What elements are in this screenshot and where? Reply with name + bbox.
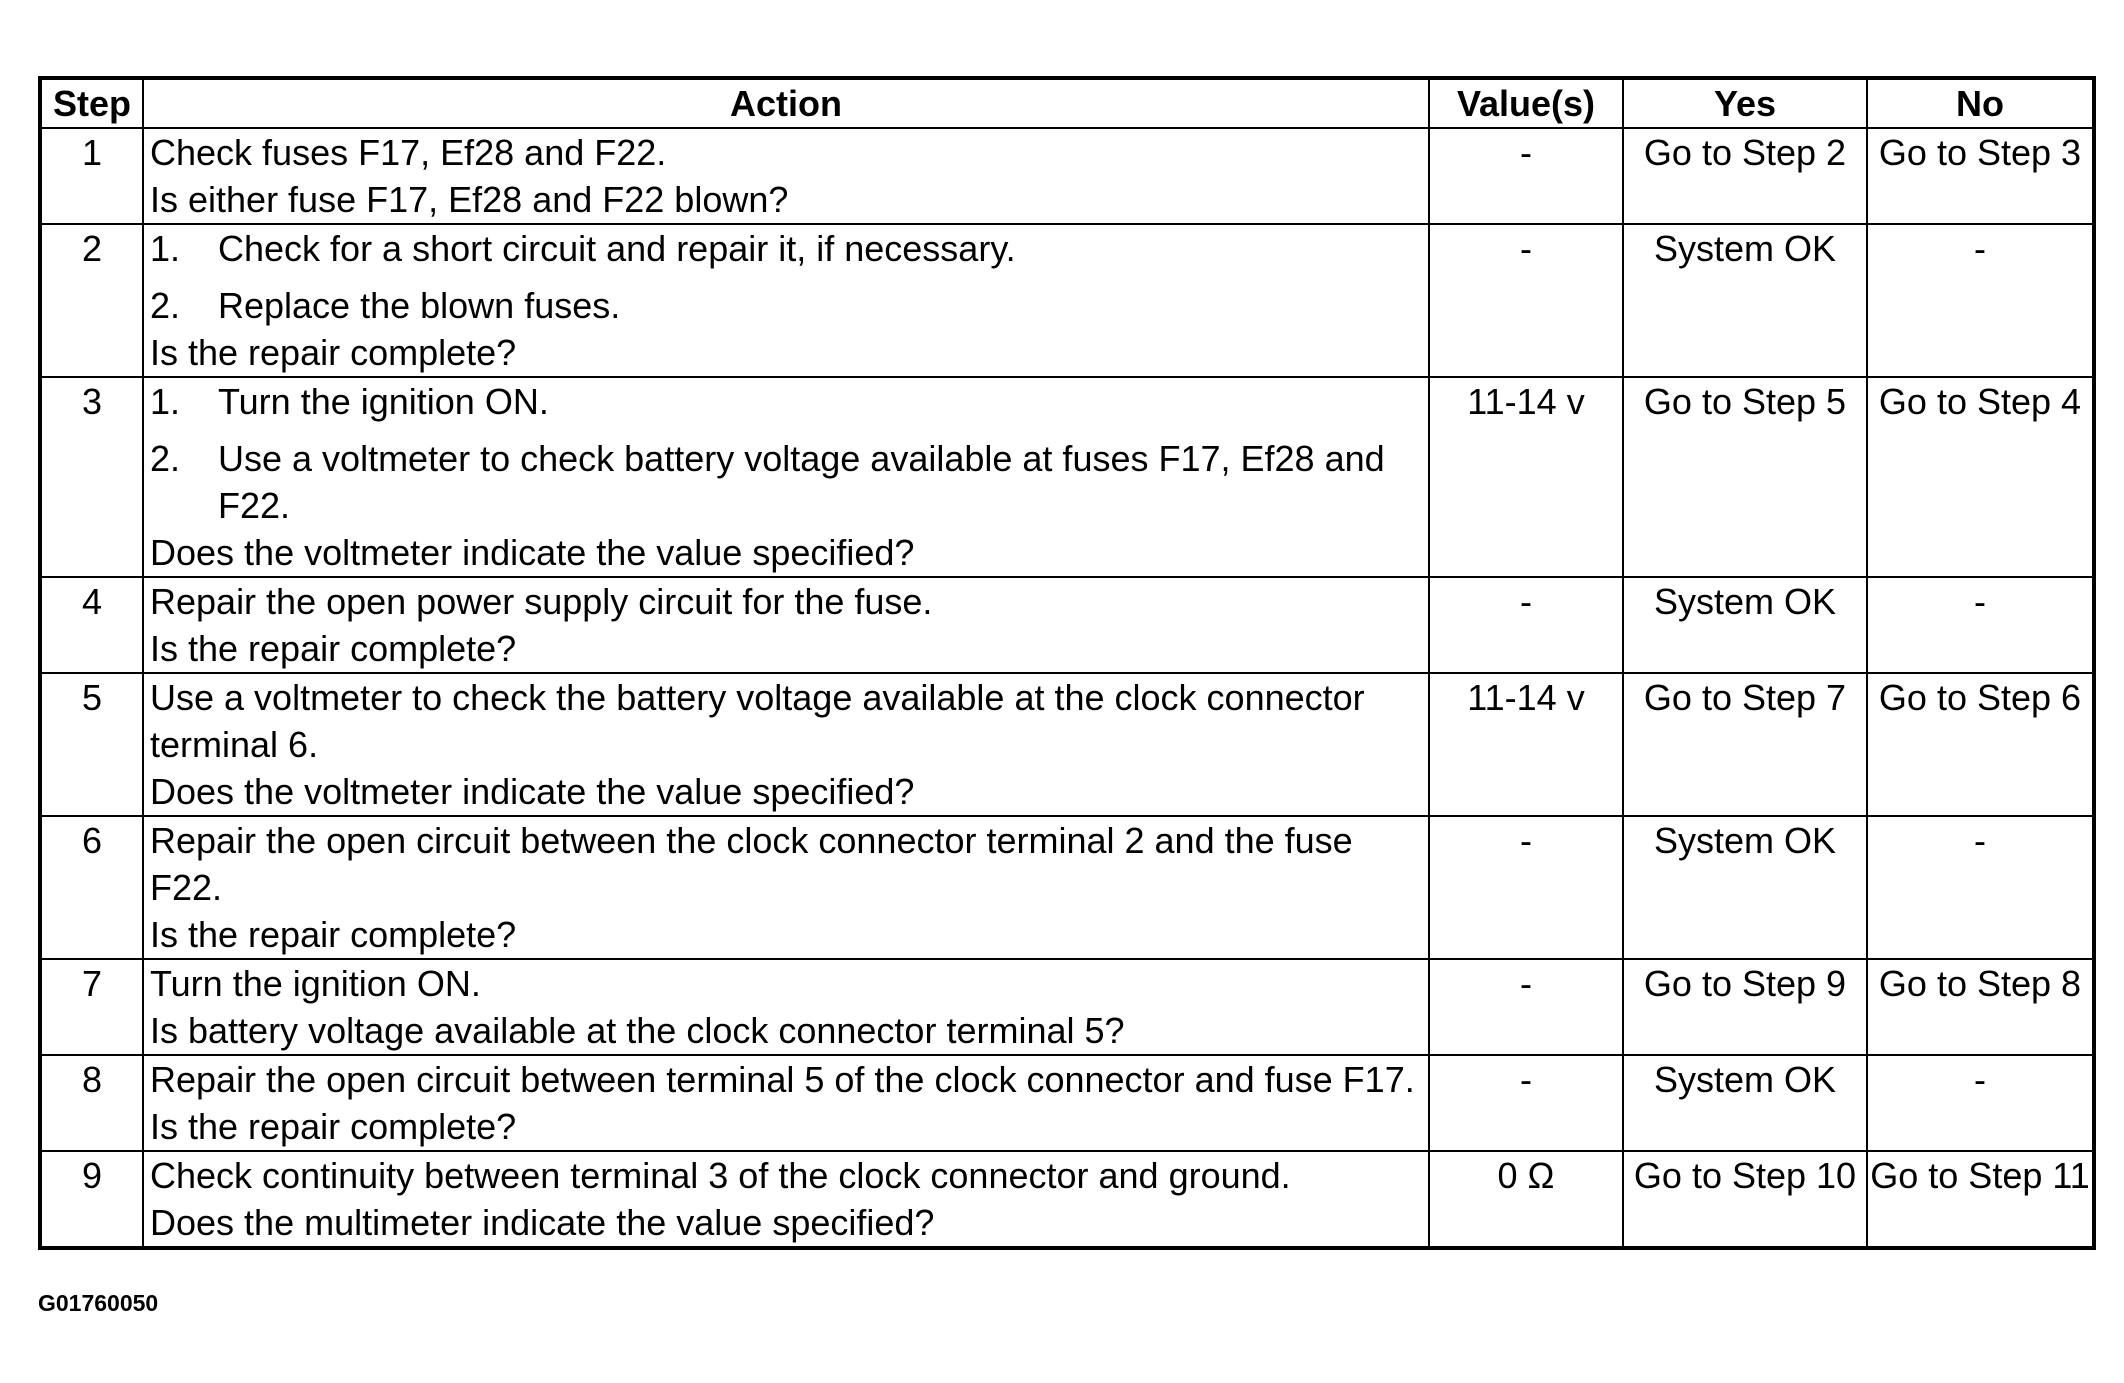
- yes-cell: System OK: [1623, 577, 1867, 673]
- action-question: Does the multimeter indicate the value specified?: [150, 1202, 935, 1243]
- action-cell: [143, 1055, 1429, 1151]
- substep-text: Turn the ignition ON.: [218, 381, 549, 422]
- value-cell: -: [1429, 1055, 1623, 1151]
- no-cell: -: [1867, 816, 2094, 959]
- action-substeps: [150, 225, 1424, 329]
- value-cell: -: [1429, 816, 1623, 959]
- action-cell: [143, 224, 1429, 377]
- header-action: Action: [143, 78, 1429, 128]
- action-question: Is the repair complete?: [150, 628, 517, 669]
- substep-text: Replace the blown fuses.: [218, 285, 621, 326]
- diagnostic-document: [38, 76, 2092, 1250]
- substep-number: 2.: [150, 438, 181, 479]
- value-cell: 11-14 v: [1429, 673, 1623, 816]
- action-substep: [150, 378, 1424, 425]
- action-text: Check continuity between terminal 3 of the clock connector and ground.: [150, 1155, 1291, 1196]
- value-cell: -: [1429, 128, 1623, 224]
- table-row: [40, 577, 2094, 673]
- action-substeps: [150, 378, 1424, 529]
- step-number: 4: [40, 577, 143, 673]
- step-number: 1: [40, 128, 143, 224]
- header-yes: Yes: [1623, 78, 1867, 128]
- step-number: 3: [40, 377, 143, 577]
- action-cell: [143, 377, 1429, 577]
- substep-number: 1.: [150, 228, 181, 269]
- value-cell: -: [1429, 577, 1623, 673]
- action-cell: [143, 1151, 1429, 1248]
- step-number: 7: [40, 959, 143, 1055]
- substep-text: Check for a short circuit and repair it, if necessary.: [218, 228, 1016, 269]
- yes-cell: Go to Step 5: [1623, 377, 1867, 577]
- figure-code: G01760050: [38, 1290, 159, 1316]
- table-row: [40, 673, 2094, 816]
- yes-cell: System OK: [1623, 1055, 1867, 1151]
- yes-cell: Go to Step 10: [1623, 1151, 1867, 1248]
- substep-text: Use a voltmeter to check battery voltage available at fuses F17, Ef28 and F22.: [218, 438, 1385, 526]
- table-row: [40, 1151, 2094, 1248]
- header-no: No: [1867, 78, 2094, 128]
- action-question: Is either fuse F17, Ef28 and F22 blown?: [150, 179, 789, 220]
- table-row: [40, 377, 2094, 577]
- table-row: [40, 224, 2094, 377]
- action-text: Repair the open circuit between terminal 5 of the clock connector and fuse F17.: [150, 1059, 1415, 1100]
- action-cell: [143, 959, 1429, 1055]
- table-row: [40, 128, 2094, 224]
- value-cell: -: [1429, 224, 1623, 377]
- table-row: [40, 816, 2094, 959]
- no-cell: -: [1867, 577, 2094, 673]
- step-number: 2: [40, 224, 143, 377]
- action-question: Is the repair complete?: [150, 1106, 517, 1147]
- no-cell: -: [1867, 224, 2094, 377]
- action-cell: [143, 816, 1429, 959]
- yes-cell: Go to Step 7: [1623, 673, 1867, 816]
- step-number: 9: [40, 1151, 143, 1248]
- diagnostic-table: [38, 76, 2096, 1250]
- action-substep: [150, 435, 1424, 529]
- no-cell: Go to Step 11: [1867, 1151, 2094, 1248]
- action-cell: [143, 577, 1429, 673]
- header-step: Step: [40, 78, 143, 128]
- table-body: [40, 128, 2094, 1248]
- yes-cell: System OK: [1623, 224, 1867, 377]
- action-substep: [150, 225, 1424, 272]
- action-question: Does the voltmeter indicate the value specified?: [150, 771, 915, 812]
- action-question: Is the repair complete?: [150, 332, 517, 373]
- no-cell: Go to Step 4: [1867, 377, 2094, 577]
- yes-cell: Go to Step 9: [1623, 959, 1867, 1055]
- table-header-row: [40, 78, 2094, 128]
- action-text: Repair the open power supply circuit for the fuse.: [150, 581, 933, 622]
- action-cell: [143, 128, 1429, 224]
- value-cell: 11-14 v: [1429, 377, 1623, 577]
- action-question: Is battery voltage available at the clock connector terminal 5?: [150, 1010, 1125, 1051]
- header-values: Value(s): [1429, 78, 1623, 128]
- action-question: Does the voltmeter indicate the value specified?: [150, 532, 915, 573]
- step-number: 5: [40, 673, 143, 816]
- yes-cell: System OK: [1623, 816, 1867, 959]
- action-text: Use a voltmeter to check the battery voltage available at the clock connector terminal 6.: [150, 677, 1365, 765]
- action-substep: [150, 282, 1424, 329]
- action-text: Repair the open circuit between the clock connector terminal 2 and the fuse F22.: [150, 820, 1353, 908]
- yes-cell: Go to Step 2: [1623, 128, 1867, 224]
- no-cell: -: [1867, 1055, 2094, 1151]
- step-number: 6: [40, 816, 143, 959]
- table-row: [40, 1055, 2094, 1151]
- value-cell: 0 Ω: [1429, 1151, 1623, 1248]
- substep-number: 2.: [150, 285, 181, 326]
- table-row: [40, 959, 2094, 1055]
- no-cell: Go to Step 8: [1867, 959, 2094, 1055]
- substep-number: 1.: [150, 381, 181, 422]
- step-number: 8: [40, 1055, 143, 1151]
- no-cell: Go to Step 3: [1867, 128, 2094, 224]
- action-text: Turn the ignition ON.: [150, 963, 481, 1004]
- action-text: Check fuses F17, Ef28 and F22.: [150, 132, 667, 173]
- action-cell: [143, 673, 1429, 816]
- action-question: Is the repair complete?: [150, 914, 517, 955]
- value-cell: -: [1429, 959, 1623, 1055]
- no-cell: Go to Step 6: [1867, 673, 2094, 816]
